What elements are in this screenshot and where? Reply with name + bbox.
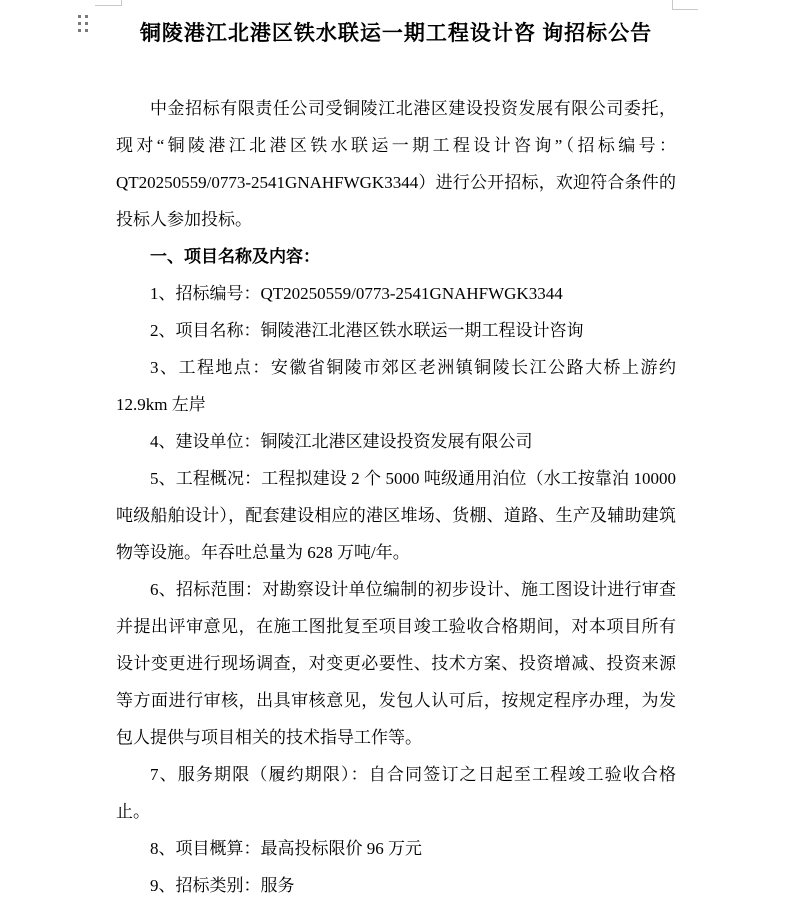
paragraph: 5、工程概况：工程拟建设 2 个 5000 吨级通用泊位（水工按靠泊 10000 吨级船舶设计），配套建设相应的港区堆场、货棚、道路、生产及辅助建筑物等设施。年吞吐总量为 628 万吨/年。 [116, 469, 676, 562]
text-boundary-mark-right [672, 0, 698, 10]
drag-handle-dot [85, 15, 88, 18]
paragraph: 中金招标有限责任公司受铜陵江北港区建设投资发展有限公司委托，现对“铜陵港江北港区铁水联运一期工程设计咨询”（招标编号：QT20250559/0773-2541GNAHFWGK3344）进行公开招标，欢迎符合条件的投标人参加投标。 [116, 99, 676, 229]
text-boundary-mark-left [95, 0, 122, 6]
paragraph: 9、招标类别：服务 [150, 876, 295, 895]
paragraph: 7、服务期限（履约期限）：自合同签订之日起至工程竣工验收合格止。 [116, 765, 676, 821]
section-heading: 一、项目名称及内容： [150, 247, 320, 266]
paragraph: 3、工程地点：安徽省铜陵市郊区老洲镇铜陵长江公路大桥上游约 12.9km 左岸 [116, 358, 676, 414]
drag-handle-dot [78, 15, 81, 18]
document-body [116, 90, 676, 904]
paragraph: 4、建设单位：铜陵江北港区建设投资发展有限公司 [150, 432, 533, 451]
paragraph: 6、招标范围：对勘察设计单位编制的初步设计、施工图设计进行审查并提出评审意见，在施工图批复至项目竣工验收合格期间，对本项目所有设计变更进行现场调查，对变更必要性、技术方案、投资增减、投资来源等方面进行审核，出具审核意见，发包人认可后，按规定程序办理，为发包人提供与项目相关的技术指导工作等。 [116, 580, 676, 747]
paragraph: 1、招标编号：QT20250559/0773-2541GNAHFWGK3344 [150, 284, 563, 303]
paragraph: 8、项目概算：最高投标限价 96 万元 [150, 839, 422, 858]
paragraph: 2、项目名称：铜陵港江北港区铁水联运一期工程设计咨询 [150, 321, 584, 340]
document-title: 铜陵港江北港区铁水联运一期工程设计咨 询招标公告 [139, 21, 653, 45]
